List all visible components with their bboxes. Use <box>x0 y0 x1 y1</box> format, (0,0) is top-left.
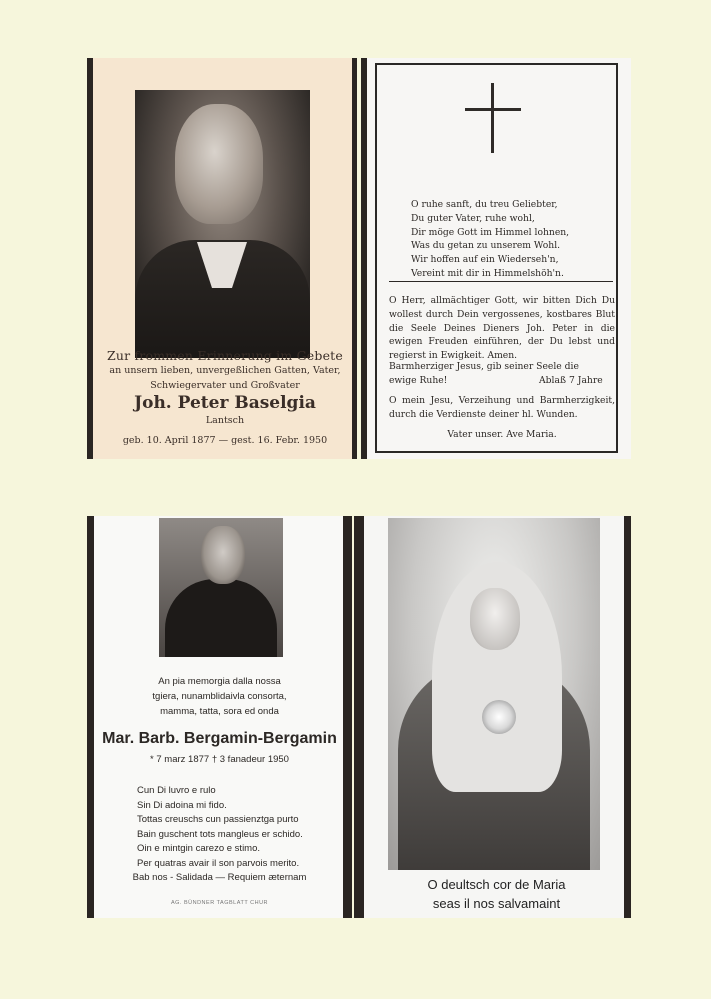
printer-imprint: AG. BÜNDNER TAGBLATT CHUR <box>170 900 269 906</box>
closing-prayers: Vater unser. Ave Maria. <box>447 429 557 440</box>
poem-line: Dir möge Gott im Himmel lohnen, <box>411 226 570 238</box>
life-dates: * 7 marz 1877 † 3 fanadeur 1950 <box>150 754 289 765</box>
memorial-card-bergamin-back <box>354 516 631 918</box>
place-name: Lantsch <box>205 415 245 426</box>
head <box>201 526 245 584</box>
dress <box>165 579 277 657</box>
dedication-heading: Zur frommen Erinnerung im Gebete <box>106 348 343 363</box>
indulgence-note: Ablaß 7 Jahre <box>539 375 603 386</box>
card-edge <box>352 58 357 459</box>
card-edge <box>343 516 352 918</box>
verse-line: Per quatras avair il son parvois merito. <box>137 857 300 869</box>
deceased-name: Mar. Barb. Bergamin-Bergamin <box>102 730 337 747</box>
prayer-text-2: O mein Jesu, Verzeihung und Barmherzigkeit, durch die Verdienste deiner hl. Wunden. <box>389 395 615 420</box>
dedication-line: mamma, tatta, sora ed onda <box>160 706 279 717</box>
face <box>470 588 520 650</box>
indulgence-line-2 <box>389 374 615 388</box>
card-edge <box>87 516 94 918</box>
poem-line: Du guter Vater, ruhe wohl, <box>411 212 535 224</box>
cross-icon <box>491 83 494 153</box>
verse-line: Tottas creuschs cun passienztga purto <box>137 814 299 826</box>
caption-line: O deultsch cor de Maria <box>427 877 566 892</box>
memorial-card-baselgia-back <box>361 58 631 459</box>
card-edge <box>624 516 631 918</box>
verse-line: Sin Di adoina mi fido. <box>137 799 227 811</box>
deceased-name: Joh. Peter Baselgia <box>134 393 316 413</box>
card-edge <box>87 58 93 459</box>
caption-line: seas il nos salvamaint <box>432 896 561 911</box>
dedication-line: Schwiegervater und Großvater <box>150 380 300 391</box>
life-dates: geb. 10. April 1877 — gest. 16. Febr. 1950 <box>122 435 328 446</box>
verse <box>137 784 303 872</box>
cross-icon <box>465 108 521 111</box>
memorial-card-baselgia-front <box>87 58 357 459</box>
memorial-card-bergamin-front <box>87 516 352 918</box>
divider <box>389 281 613 282</box>
verse-line: Cun Di luvro e rulo <box>137 785 216 796</box>
dedication-line: An pia memorgia dalla nossa <box>158 676 281 687</box>
sacred-heart-of-mary-image <box>388 518 600 870</box>
verse-line: Oin e mintgin carezo e stimo. <box>137 843 261 855</box>
dedication-line: tgiera, nunamblidaivla consorta, <box>152 691 287 702</box>
indulgence-line: Barmherziger Jesus, gib seiner Seele die <box>389 361 579 372</box>
indulgence-text: ewige Ruhe! <box>389 375 448 386</box>
poem-line: Wir hoffen auf ein Wiederseh'n, <box>411 254 559 266</box>
verse-line: Bain guschent tots mangleus er schido. <box>137 828 303 840</box>
portrait-photo-woman <box>159 518 283 657</box>
dedication-line: an unsern lieben, unvergeßlichen Gatten, Vater, <box>109 365 341 376</box>
portrait-photo-man <box>135 90 310 358</box>
card-edge <box>354 516 364 918</box>
poem-line: Was du getan zu unserem Wohl. <box>411 240 561 252</box>
poem <box>389 198 615 281</box>
closing-prayers: Bab nos - Salidada — Requiem æternam <box>132 872 307 883</box>
prayer-text: O Herr, allmächtiger Gott, wir bitten Dich Du wollest durch Dein vergossenes, kostbares Blut die Seele Deines Dieners Joh. Peter in die ewigen Freuden einführen, der Du lebst und regierst in Ewigkeit. Amen. <box>389 295 615 362</box>
card-edge <box>361 58 367 459</box>
poem-line: Vereint mit dir in Himmelshöh'n. <box>411 267 564 279</box>
sacred-heart-icon <box>482 700 516 734</box>
poem-line: O ruhe sanft, du treu Geliebter, <box>411 199 558 210</box>
head <box>175 104 263 224</box>
